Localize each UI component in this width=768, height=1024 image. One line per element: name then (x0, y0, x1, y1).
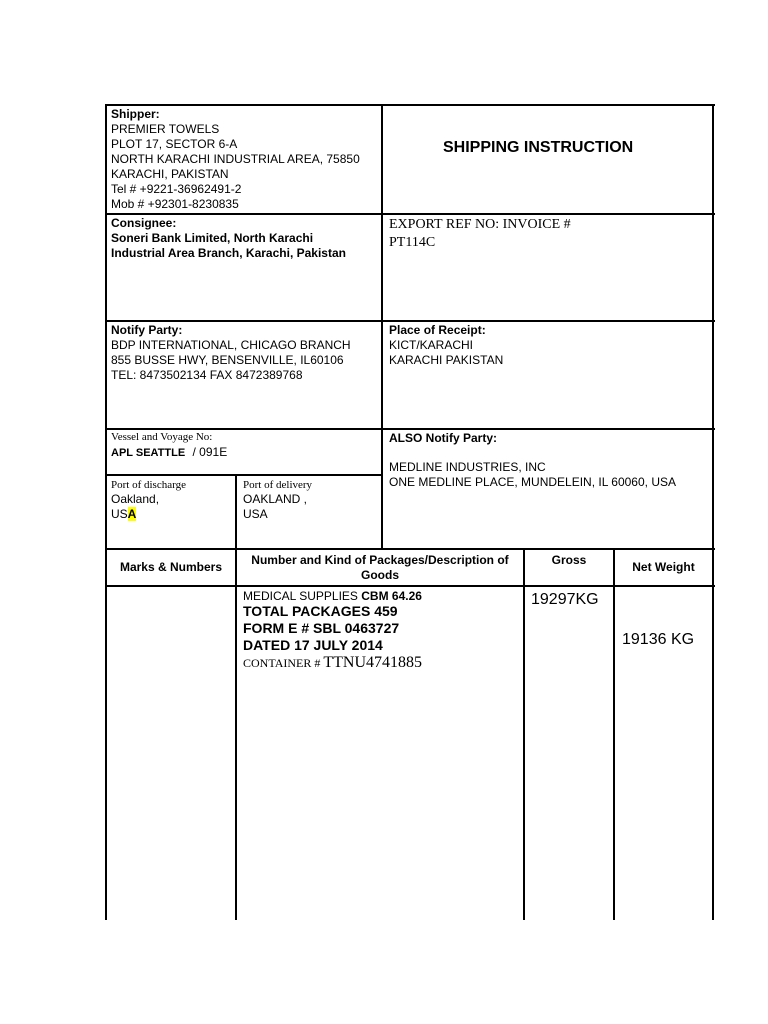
delivery-line: USA (243, 507, 268, 521)
cbm-value: CBM 64.26 (361, 589, 422, 603)
divider-col-marks (235, 548, 237, 920)
place-of-receipt-value (389, 338, 503, 368)
divider-mid (381, 104, 383, 550)
consignee-line: Industrial Area Branch, Karachi, Pakistan (111, 246, 346, 260)
divider-vessel (105, 474, 383, 476)
consignee-label: Consignee: (111, 216, 177, 230)
header-gross: Gross (551, 553, 587, 567)
total-packages: TOTAL PACKAGES 459 (243, 603, 398, 619)
export-ref-line1: EXPORT REF NO: INVOICE # (389, 217, 571, 232)
medical-supplies-line (243, 589, 422, 604)
place-of-receipt-label: Place of Receipt: (389, 323, 486, 337)
notify-line: 855 BUSSE HWY, BENSENVILLE, IL60106 (111, 353, 344, 367)
port-of-delivery-label: Port of delivery (243, 479, 313, 491)
shipper-line: NORTH KARACHI INDUSTRIAL AREA, 75850 (111, 152, 360, 166)
vessel-label: Vessel and Voyage No: (111, 431, 213, 443)
form-e-number: FORM E # SBL 0463727 (243, 620, 400, 636)
shipper-line: PREMIER TOWELS (111, 122, 220, 136)
header-marks: Marks & Numbers (119, 560, 223, 574)
discharge-line1: Oakland, (111, 492, 160, 506)
shipper-line: KARACHI, PAKISTAN (111, 167, 229, 181)
gross-weight-value: 19297KG (531, 591, 599, 608)
port-of-delivery-value (243, 492, 307, 522)
notify-party-address (111, 338, 351, 383)
shipper-address (111, 122, 360, 212)
header-net-weight: Net Weight (632, 560, 695, 574)
consignee-address (111, 231, 346, 261)
net-weight-value: 19136 KG (622, 631, 695, 648)
discharge-highlight: A (127, 507, 137, 521)
border-right (712, 104, 714, 920)
divider-row1 (105, 213, 715, 215)
shipper-line: Mob # +92301-8230835 (111, 197, 239, 211)
notify-party-label: Notify Party: (111, 323, 183, 337)
export-ref (389, 216, 571, 252)
also-notify-label: ALSO Notify Party: (389, 431, 498, 445)
divider-col-gross (523, 548, 525, 920)
vessel-name: APL SEATTLE (111, 447, 186, 459)
receipt-line: KARACHI PAKISTAN (389, 353, 504, 367)
container-label: CONTAINER # (243, 656, 324, 670)
header-description-line2: Goods (361, 568, 399, 582)
discharge-country-prefix: US (111, 507, 128, 521)
divider-row3 (105, 428, 715, 430)
divider-col-net (613, 548, 615, 920)
notify-line: TEL: 8473502134 FAX 8472389768 (111, 368, 303, 382)
dated: DATED 17 JULY 2014 (243, 637, 383, 653)
shipper-line: Tel # +9221-36962491-2 (111, 182, 242, 196)
port-of-discharge-value (111, 492, 159, 522)
divider-row2 (105, 320, 715, 322)
vessel-value (111, 445, 227, 461)
container-number: TTNU4741885 (323, 654, 423, 671)
consignee-line: Soneri Bank Limited, North Karachi (111, 231, 314, 245)
divider-table-top (105, 548, 715, 550)
shipper-label: Shipper: (111, 107, 160, 121)
also-notify-line: MEDLINE INDUSTRIES, INC (389, 460, 546, 474)
export-ref-line2: PT114C (389, 235, 436, 250)
also-notify-address (389, 460, 676, 490)
shipper-line: PLOT 17, SECTOR 6-A (111, 137, 238, 151)
voyage-number: / 091E (192, 445, 228, 459)
header-description-line1: Number and Kind of Packages/Description of (251, 553, 509, 567)
divider-table-header (105, 585, 715, 587)
header-description (237, 553, 523, 583)
discharge-line2 (111, 507, 159, 522)
border-top (105, 104, 715, 106)
receipt-line: KICT/KARACHI (389, 338, 474, 352)
delivery-line: OAKLAND , (243, 492, 308, 506)
also-notify-line: ONE MEDLINE PLACE, MUNDELEIN, IL 60060, USA (389, 475, 676, 489)
border-left (105, 104, 107, 920)
medical-supplies-text: MEDICAL SUPPLIES (243, 589, 362, 603)
document-title: SHIPPING INSTRUCTION (443, 139, 634, 156)
port-of-discharge-label: Port of discharge (111, 479, 186, 491)
divider-ports (235, 474, 237, 550)
container-line (243, 655, 422, 671)
notify-line: BDP INTERNATIONAL, CHICAGO BRANCH (111, 338, 351, 352)
